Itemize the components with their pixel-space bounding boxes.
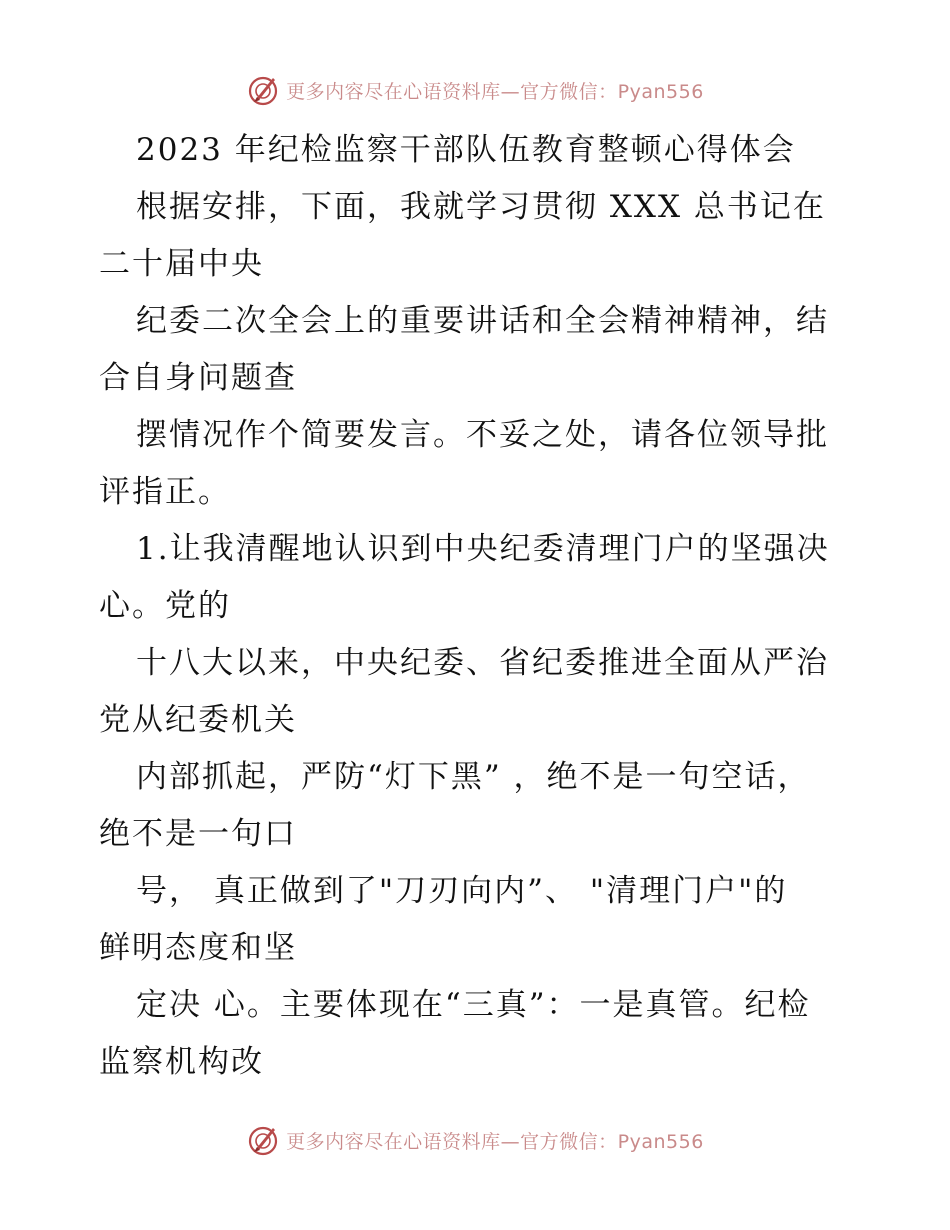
document-body — [99, 122, 859, 1091]
watermark-group — [246, 73, 704, 107]
document-title: 2023 年纪检监察干部队伍教育整顿心得体会 — [136, 132, 796, 168]
quill-circle-logo-icon — [246, 1123, 280, 1157]
paragraph-line: 评指正。 — [99, 474, 231, 510]
watermark-text: 更多内容尽在心语资料库—官方微信：Pyan556 — [286, 1130, 704, 1153]
paragraph-line: 号， 真正做到了"刀刃向内”、 "清理门户"的 — [136, 873, 788, 909]
paragraph-line: 1.让我清醒地认识到中央纪委清理门户的坚强决 — [136, 531, 830, 567]
paragraph-line: 纪委二次全会上的重要讲话和全会精神精神，结 — [136, 303, 829, 339]
paragraph-line: 内部抓起，严防“灯下黑” ，绝不是一句空话， — [136, 759, 811, 795]
paragraph-line: 党从纪委机关 — [99, 702, 297, 738]
watermark-footer — [0, 1120, 950, 1160]
watermark-text: 更多内容尽在心语资料库—官方微信：Pyan556 — [286, 80, 704, 103]
paragraph-line: 摆情况作个简要发言。不妥之处，请各位领导批 — [136, 417, 829, 453]
paragraph-line: 十八大以来，中央纪委、省纪委推进全面从严治 — [136, 645, 829, 681]
paragraph-line: 绝不是一句口 — [99, 816, 297, 852]
paragraph-line: 定决 心。主要体现在“三真”：一是真管。纪检 — [136, 987, 811, 1023]
paragraph-line: 二十届中央 — [99, 246, 264, 282]
paragraph-line: 合自身问题查 — [99, 360, 297, 396]
watermark-group — [246, 1123, 704, 1157]
paragraph-line: 鲜明态度和坚 — [99, 930, 297, 966]
paragraph-line: 根据安排，下面，我就学习贯彻 XXX 总书记在 — [136, 189, 826, 225]
paragraph-line: 心。党的 — [99, 588, 231, 624]
quill-circle-logo-icon — [246, 73, 280, 107]
watermark-header — [0, 70, 950, 110]
paragraph-line: 监察机构改 — [99, 1044, 264, 1080]
